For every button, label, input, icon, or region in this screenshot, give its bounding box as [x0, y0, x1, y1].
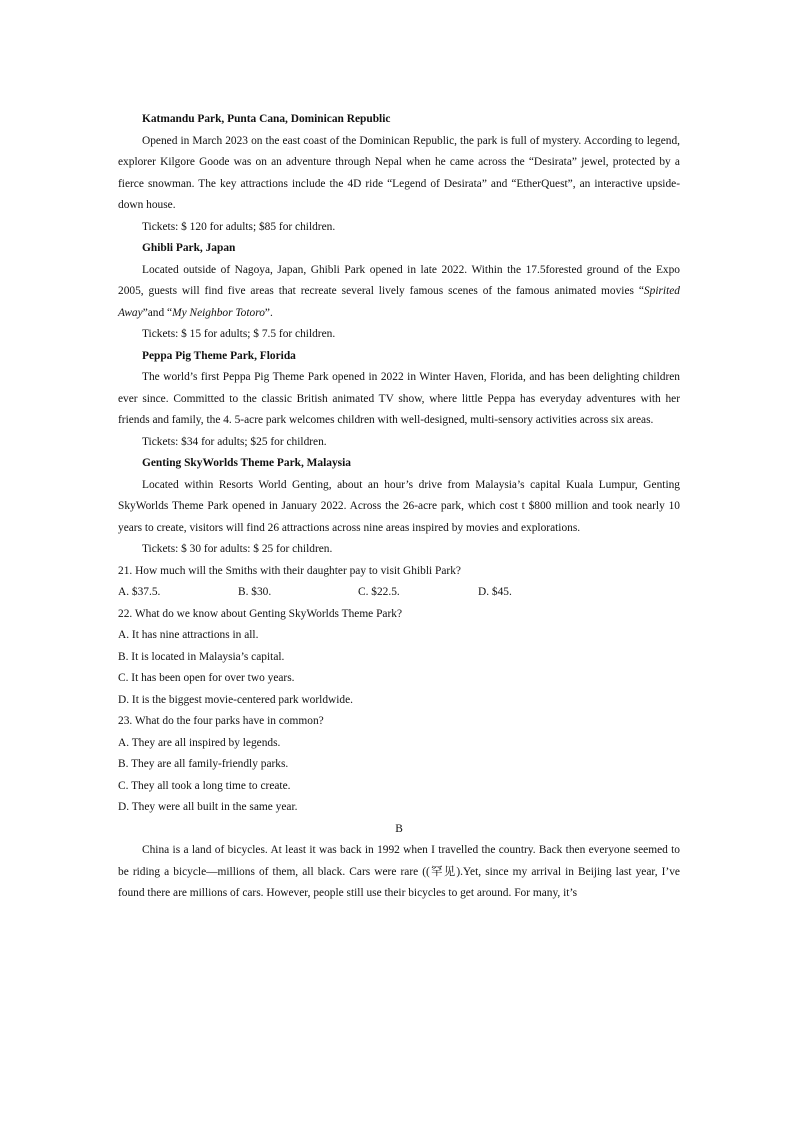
question-23-option-a: A. They are all inspired by legends. — [118, 736, 281, 749]
question-22-option-c: C. It has been open for over two years. — [118, 672, 295, 684]
park-title-ghibli: Ghibli Park, Japan — [142, 242, 236, 254]
park-desc-ghibli-post: ”. — [264, 306, 273, 319]
question-22-option-d: D. It is the biggest movie-centered park worldwide. — [118, 693, 354, 706]
passage-b — [118, 819, 680, 905]
movie-title-spirited-away: Spirited Away — [118, 285, 680, 319]
question-22-stem: 22. What do we know about Genting SkyWorlds Theme Park? — [118, 607, 403, 620]
questions — [118, 561, 680, 819]
question-21-option-d: D. $45. — [478, 586, 512, 598]
park-tickets-peppa: Tickets: $34 for adults; $25 for children. — [142, 435, 327, 448]
question-23-option-b: B. They are all family-friendly parks. — [118, 758, 289, 770]
park-tickets-genting: Tickets: $ 30 for adults: $ 25 for children. — [142, 543, 333, 555]
park-desc-ghibli-pre: Located outside of Nagoya, Japan, Ghibli Park opened in late 2022. Within the 17.5forested ground of the Expo 2005, guests will find five areas that recreate several lively famous scenes of the famous animated movies “ — [118, 263, 680, 297]
question-23-stem: 23. What do the four parks have in common? — [118, 715, 324, 727]
question-22-option-b: B. It is located in Malaysia’s capital. — [118, 650, 285, 663]
passage-b-label: B — [395, 822, 403, 835]
question-21-option-c: C. $22.5. — [358, 586, 400, 598]
passage-a — [118, 109, 680, 561]
park-desc-peppa: The world’s first Peppa Pig Theme Park opened in 2022 in Winter Haven, Florida, and has been delighting children ever since. Committed to the classic British animated TV show, where little Peppa has everyday adventures with her friends and family, the 4. 5-acre park welcomes children with well-designed, multi-sensory activities across six areas. — [118, 371, 680, 426]
question-23-option-c: C. They all took a long time to create. — [118, 779, 291, 792]
park-title-katmandu: Katmandu Park, Punta Cana, Dominican Republic — [142, 113, 391, 125]
question-21-option-a: A. $37.5. — [118, 586, 161, 598]
park-title-genting: Genting SkyWorlds Theme Park, Malaysia — [142, 457, 351, 469]
question-21-option-b: B. $30. — [238, 586, 272, 598]
question-21-options — [118, 582, 680, 604]
park-desc-katmandu: Opened in March 2023 on the east coast of the Dominican Republic, the park is full of mystery. According to legend, explorer Kilgore Goode was on an adventure through Nepal when he came across the “Desirata” jewel, protected by a fierce snowman. The key attractions include the 4D ride “Legend of Desirata” and “EtherQuest”, an interactive upside-down house. — [118, 134, 680, 211]
park-tickets-katmandu: Tickets: $ 120 for adults; $85 for children. — [142, 220, 336, 233]
question-21-stem: 21. How much will the Smiths with their daughter pay to visit Ghibli Park? — [118, 564, 461, 577]
park-desc-genting: Located within Resorts World Genting, about an hour’s drive from Malaysia’s capital Kuala Lumpur, Genting SkyWorlds Theme Park opened in January 2022. Across the 26-acre park, which cost t $800 million and took nearly 10 years to create, visitors will find 26 attractions across nine areas inspired by movies and explorations. — [118, 478, 680, 534]
movie-title-totoro: My Neighbor Totoro — [172, 306, 265, 319]
park-title-peppa: Peppa Pig Theme Park, Florida — [142, 349, 296, 362]
question-22-option-a: A. It has nine attractions in all. — [118, 629, 259, 641]
park-tickets-ghibli: Tickets: $ 15 for adults; $ 7.5 for children. — [142, 328, 336, 340]
passage-b-text: China is a land of bicycles. At least it was back in 1992 when I travelled the country. Back then everyone seemed to be riding a bicycle—millions of them, all black. Cars were rare ((罕见).Yet, since my arrival in Beijing last year, I’ve found there are millions of cars. However, people still use their bicycles to get around. For many, it’s — [118, 844, 680, 899]
park-desc-ghibli-mid: ”and “ — [142, 306, 173, 319]
park-desc-ghibli — [118, 260, 680, 325]
document-content — [118, 109, 680, 905]
question-23-option-d: D. They were all built in the same year. — [118, 801, 298, 813]
